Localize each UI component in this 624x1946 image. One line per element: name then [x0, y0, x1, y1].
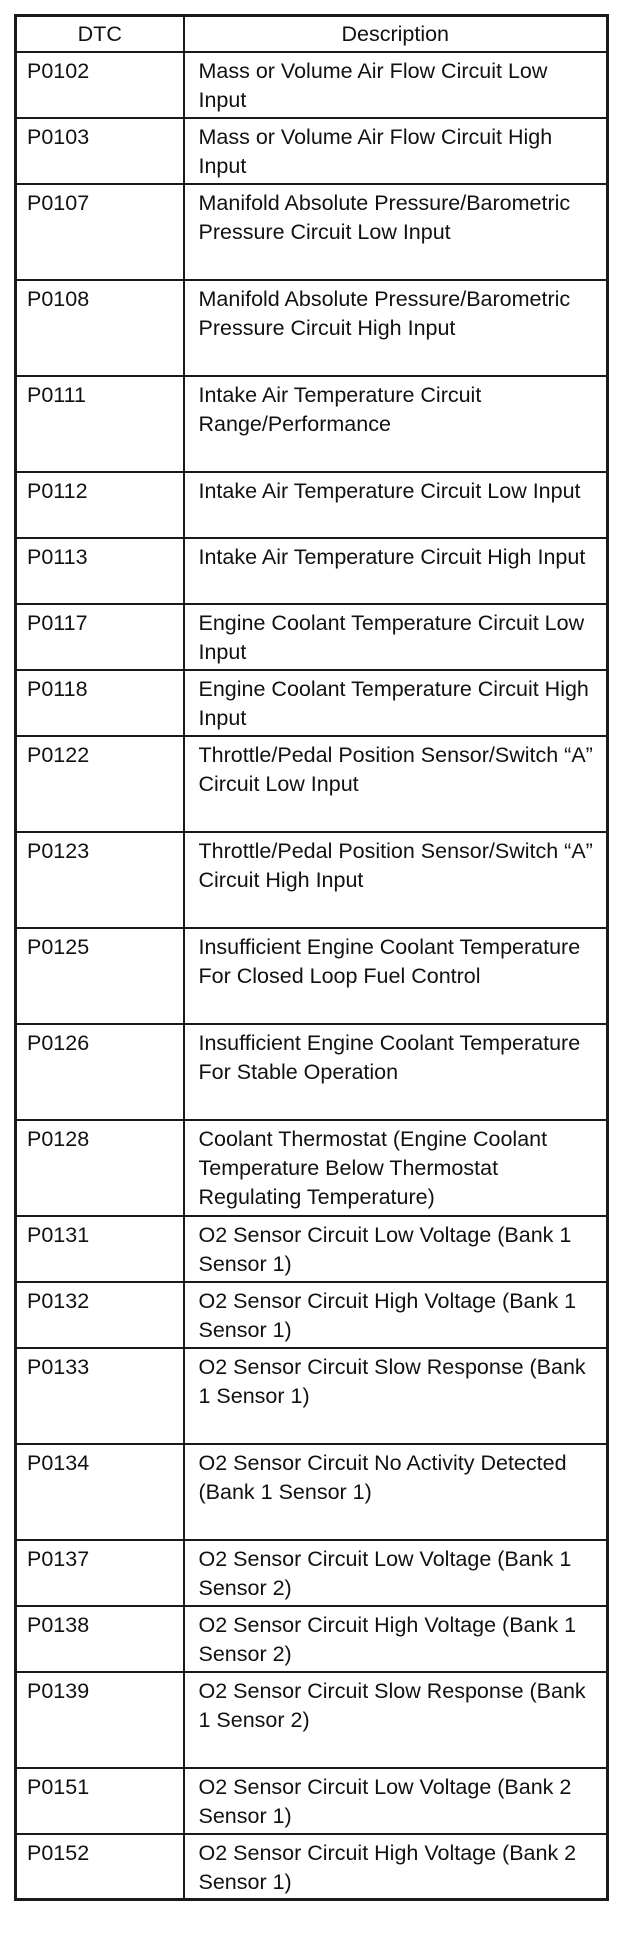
table-row: [16, 184, 608, 280]
table-row: [16, 1540, 608, 1606]
dtc-code-cell: P0118: [16, 670, 184, 736]
table-row: [16, 928, 608, 1024]
dtc-code-cell: P0132: [16, 1282, 184, 1348]
dtc-description-cell: O2 Sensor Circuit Slow Response (Bank 1 Sensor 2): [184, 1672, 608, 1768]
dtc-description-cell: Insufficient Engine Coolant Temperature For Closed Loop Fuel Control: [184, 928, 608, 1024]
dtc-table-container: [14, 14, 606, 1901]
table-row: [16, 1768, 608, 1834]
dtc-description-cell: O2 Sensor Circuit Low Voltage (Bank 1 Sensor 1): [184, 1216, 608, 1282]
dtc-code-cell: P0151: [16, 1768, 184, 1834]
dtc-description-cell: Manifold Absolute Pressure/Barometric Pressure Circuit High Input: [184, 280, 608, 376]
dtc-code-cell: P0113: [16, 538, 184, 604]
dtc-code-cell: P0128: [16, 1120, 184, 1216]
dtc-description-cell: Manifold Absolute Pressure/Barometric Pressure Circuit Low Input: [184, 184, 608, 280]
table-row: [16, 376, 608, 472]
table-row: [16, 1606, 608, 1672]
header-row: [16, 16, 608, 52]
table-row: [16, 1120, 608, 1216]
dtc-code-cell: P0125: [16, 928, 184, 1024]
table-row: [16, 1444, 608, 1540]
table-row: [16, 538, 608, 604]
table-row: [16, 52, 608, 118]
dtc-code-cell: P0139: [16, 1672, 184, 1768]
table-row: [16, 670, 608, 736]
table-row: [16, 280, 608, 376]
dtc-description-cell: Throttle/Pedal Position Sensor/Switch “A” Circuit Low Input: [184, 736, 608, 832]
column-header-description: Description: [184, 16, 608, 52]
dtc-code-cell: P0117: [16, 604, 184, 670]
dtc-code-cell: P0137: [16, 1540, 184, 1606]
dtc-code-cell: P0108: [16, 280, 184, 376]
dtc-description-cell: O2 Sensor Circuit Slow Response (Bank 1 Sensor 1): [184, 1348, 608, 1444]
dtc-code-cell: P0102: [16, 52, 184, 118]
dtc-description-cell: O2 Sensor Circuit No Activity Detected (Bank 1 Sensor 1): [184, 1444, 608, 1540]
dtc-description-cell: Insufficient Engine Coolant Temperature For Stable Operation: [184, 1024, 608, 1120]
dtc-code-cell: P0152: [16, 1834, 184, 1900]
table-header: [16, 16, 608, 52]
table-row: [16, 1348, 608, 1444]
table-row: [16, 736, 608, 832]
dtc-description-cell: O2 Sensor Circuit High Voltage (Bank 1 Sensor 1): [184, 1282, 608, 1348]
dtc-code-cell: P0107: [16, 184, 184, 280]
table-body: [16, 52, 608, 1900]
table-row: [16, 1216, 608, 1282]
dtc-description-cell: Intake Air Temperature Circuit Low Input: [184, 472, 608, 538]
table-row: [16, 472, 608, 538]
table-row: [16, 118, 608, 184]
dtc-code-cell: P0126: [16, 1024, 184, 1120]
dtc-description-cell: Throttle/Pedal Position Sensor/Switch “A” Circuit High Input: [184, 832, 608, 928]
dtc-description-cell: O2 Sensor Circuit Low Voltage (Bank 1 Sensor 2): [184, 1540, 608, 1606]
dtc-description-cell: O2 Sensor Circuit High Voltage (Bank 2 Sensor 1): [184, 1834, 608, 1900]
dtc-description-cell: Intake Air Temperature Circuit Range/Performance: [184, 376, 608, 472]
dtc-description-cell: Coolant Thermostat (Engine Coolant Temperature Below Thermostat Regulating Temperature): [184, 1120, 608, 1216]
table-row: [16, 1672, 608, 1768]
dtc-code-cell: P0112: [16, 472, 184, 538]
dtc-table: [14, 14, 609, 1901]
dtc-code-cell: P0122: [16, 736, 184, 832]
dtc-description-cell: Mass or Volume Air Flow Circuit High Input: [184, 118, 608, 184]
dtc-description-cell: Intake Air Temperature Circuit High Input: [184, 538, 608, 604]
table-row: [16, 832, 608, 928]
dtc-description-cell: Engine Coolant Temperature Circuit Low Input: [184, 604, 608, 670]
table-row: [16, 604, 608, 670]
dtc-description-cell: O2 Sensor Circuit High Voltage (Bank 1 Sensor 2): [184, 1606, 608, 1672]
dtc-code-cell: P0138: [16, 1606, 184, 1672]
dtc-description-cell: Engine Coolant Temperature Circuit High Input: [184, 670, 608, 736]
dtc-code-cell: P0134: [16, 1444, 184, 1540]
dtc-code-cell: P0133: [16, 1348, 184, 1444]
dtc-code-cell: P0103: [16, 118, 184, 184]
dtc-description-cell: Mass or Volume Air Flow Circuit Low Input: [184, 52, 608, 118]
dtc-code-cell: P0131: [16, 1216, 184, 1282]
table-row: [16, 1024, 608, 1120]
dtc-description-cell: O2 Sensor Circuit Low Voltage (Bank 2 Sensor 1): [184, 1768, 608, 1834]
table-row: [16, 1282, 608, 1348]
dtc-code-cell: P0123: [16, 832, 184, 928]
table-row: [16, 1834, 608, 1900]
column-header-dtc: DTC: [16, 16, 184, 52]
dtc-code-cell: P0111: [16, 376, 184, 472]
